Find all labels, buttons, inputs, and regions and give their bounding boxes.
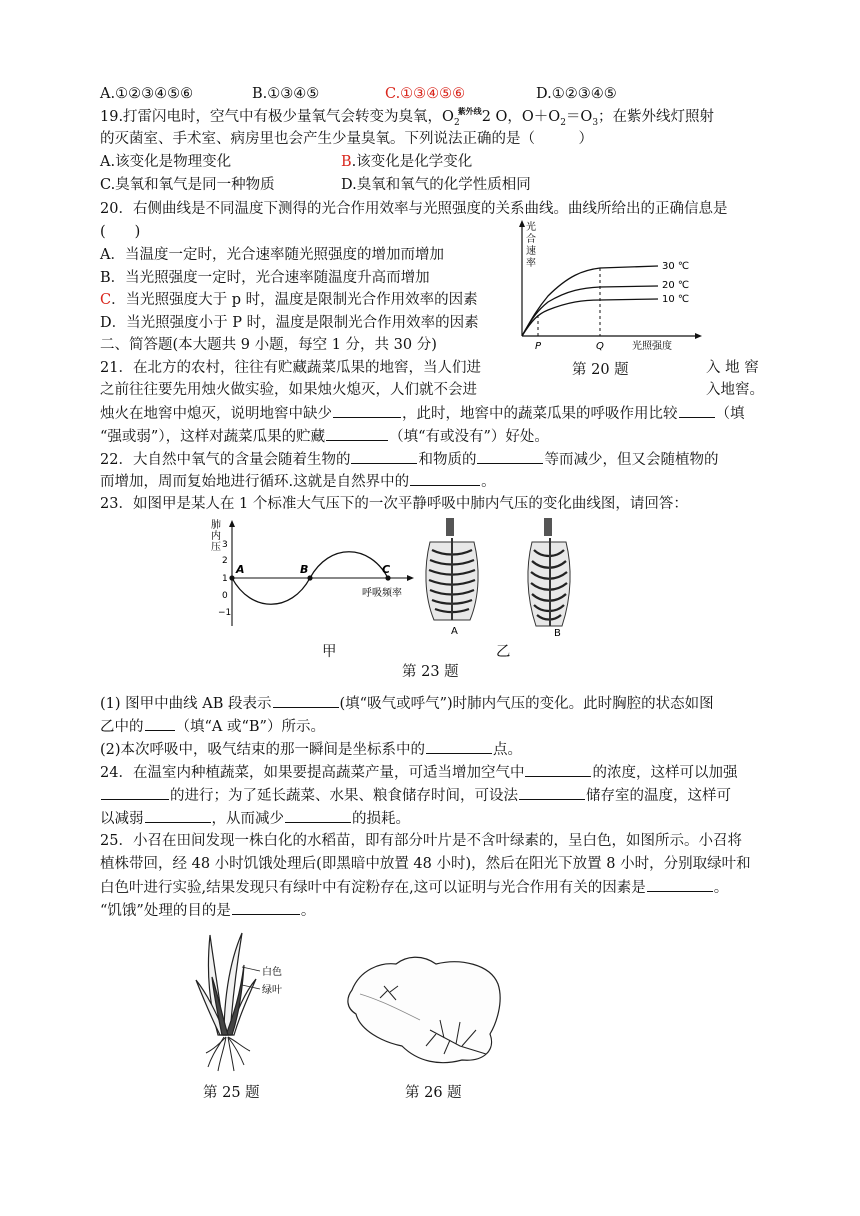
- q24-line3: [100, 808, 410, 829]
- fig20-q-label: Q: [596, 341, 604, 352]
- fig23-ytick-3: 3: [222, 540, 228, 550]
- q24-line3-b: ，从而减少: [211, 811, 284, 827]
- q25-line3: [100, 877, 728, 898]
- q22-line2-b: 。: [481, 474, 496, 490]
- fig20-chart: [508, 218, 708, 356]
- fig23-point-b: [307, 575, 312, 580]
- fig20-ylabel-2: 合: [526, 234, 536, 245]
- fig25-label-green: 绿叶: [262, 985, 282, 996]
- q23-sub1-line2: [100, 716, 325, 737]
- fig20-curve-30c: [522, 266, 658, 336]
- fig25-label-white: 白色: [262, 967, 282, 978]
- q25-line1: 25．小召在田间发现一株白化的水稻苗，即有部分叶片是不含叶绿素的，呈白色，如图所示。小召将: [100, 833, 742, 849]
- fig23-point-c: [385, 575, 390, 580]
- q25-blank-2[interactable]: [232, 900, 300, 915]
- fig20-curve-10c: [522, 299, 658, 336]
- fig23-label-a: A: [236, 563, 245, 576]
- q25-line3-b: 。: [713, 880, 729, 896]
- q24-line2-a: 的进行；为了延长蔬菜、水果、粮食储存时间，可设法: [170, 788, 518, 804]
- q24-line1-a: 24．在温室内种植蔬菜，如果要提高蔬菜产量，可适当增加空气中: [100, 765, 525, 781]
- q24-line3-c: 的损耗。: [352, 811, 410, 827]
- q25-line4: [100, 900, 315, 921]
- q23-sub1-line1: [100, 693, 714, 714]
- fig25-caption: 第 25 题: [203, 1085, 260, 1101]
- fig26-leaf: [340, 950, 510, 1072]
- fig20-p-label: P: [535, 341, 542, 352]
- fig23-ylabel-3: 压: [211, 542, 221, 553]
- fig23-label-c: C: [382, 563, 391, 576]
- q22-blank-3[interactable]: [410, 471, 480, 486]
- fig26-caption: 第 26 题: [405, 1085, 462, 1101]
- fig23-ytick-neg1: −1: [218, 608, 232, 618]
- fig23-ylabel-1: 肺: [211, 520, 221, 531]
- q21-line4-a: “强或弱”），这样对蔬菜瓜果的贮藏: [100, 429, 326, 445]
- q22-blank-1[interactable]: [351, 449, 417, 464]
- q22-line1-a: 22．大自然中氧气的含量会随着生物的: [100, 452, 351, 468]
- q18-option-d[interactable]: D.①②③④⑤: [536, 86, 617, 102]
- fig23-ytick-0: 0: [222, 591, 228, 601]
- q23-s1-a: (1) 图甲中曲线 AB 段表示: [100, 696, 272, 712]
- fig23-y-arrow: [229, 520, 235, 527]
- q24-blank-3[interactable]: [519, 785, 585, 800]
- q21-blank-3[interactable]: [326, 426, 388, 441]
- q19-sub-b: 2: [560, 117, 566, 128]
- fig20-ylabel-3: 速: [526, 246, 536, 257]
- q21-blank-1[interactable]: [333, 403, 401, 418]
- fig20-ylabel-4: 率: [526, 258, 536, 269]
- q19-option-c[interactable]: C.臭氧和氧气是同一种物质: [100, 177, 275, 193]
- fig20-curve-20c: [522, 286, 658, 336]
- q19-sub-3: 3: [592, 117, 599, 128]
- q24-blank-2[interactable]: [101, 785, 169, 800]
- q23-blank-1[interactable]: [273, 693, 339, 708]
- thorax-b-label: B: [554, 628, 561, 639]
- q19-sub: 2: [453, 117, 460, 128]
- thorax-a: [426, 518, 478, 637]
- q19-text-a: 19.打雷闪电时，空气中有极少量氧气会转变为臭氧，O: [100, 109, 454, 125]
- q18-option-b[interactable]: B.①③④⑤: [252, 86, 320, 102]
- q24-line2: [100, 785, 731, 806]
- thorax-a-label: A: [451, 626, 458, 637]
- fig23-ytick-2: 2: [222, 556, 228, 566]
- fig23-label-b: B: [300, 563, 309, 576]
- fig23-label-jia: 甲: [322, 644, 337, 660]
- fig23-x-arrow: [407, 575, 414, 581]
- q22-blank-2[interactable]: [477, 449, 543, 464]
- fig20-y-arrow: [519, 220, 525, 227]
- q21-line3: [100, 403, 745, 424]
- q23-blank-2[interactable]: [145, 716, 175, 731]
- q19-text-c: ＝O: [565, 109, 593, 125]
- fig23-ylabel-2: 内: [211, 531, 221, 542]
- q18-option-a[interactable]: A.①②③④⑤⑥: [100, 86, 194, 102]
- q25-line2: 植株带回，经 48 小时饥饿处理后(即黑暗中放置 48 小时)，然后在阳光下放置 8 小时，分别取绿叶和: [100, 856, 751, 872]
- q21-line2: 之前往往要先用烛火做实验，如果烛火熄灭，人们就不会进: [100, 382, 477, 398]
- q21-line3-c: （填: [715, 406, 745, 422]
- q24-blank-5[interactable]: [285, 808, 351, 823]
- q24-blank-1[interactable]: [525, 762, 591, 777]
- fig20-label-30c: 30 ℃: [662, 261, 690, 272]
- q24-line1: [100, 762, 737, 783]
- q24-line3-a: 以减弱: [100, 811, 144, 827]
- q20-option-c[interactable]: [100, 290, 478, 310]
- q20-option-b[interactable]: B．当光照强度一定时，光合速率随温度升高而增加: [100, 270, 430, 286]
- q23-blank-3[interactable]: [426, 739, 492, 754]
- q24-line1-b: 的浓度，这样可以加强: [592, 765, 738, 781]
- q25-line4-b: 。: [300, 903, 316, 919]
- q25-line4-a: “饥饿”处理的目的是: [100, 903, 231, 919]
- q23-s2-b: 点。: [493, 742, 523, 758]
- q19-stem-line2: 的灭菌室、手术室、病房里也会产生少量臭氧。下列说法正确的是（ ）: [100, 131, 593, 147]
- fig20-x-arrow: [695, 333, 702, 339]
- q23-s2-a: (2)本次呼吸中，吸气结束的那一瞬间是坐标系中的: [100, 742, 426, 758]
- fig23-xlabel: 呼吸频率: [362, 588, 402, 599]
- fig25-rice-plant: [180, 925, 300, 1075]
- q19-text-d: ；在紫外线灯照射: [598, 109, 715, 125]
- q22-line1-b: 和物质的: [418, 452, 477, 468]
- q21-line4-b: （填“有或没有”）好处。: [389, 429, 549, 445]
- thorax-b: [528, 518, 570, 639]
- fig23-caption: 第 23 题: [402, 664, 459, 680]
- fig23-thorax-figure: [420, 516, 590, 640]
- q19-option-b-text: .该变化是化学变化: [351, 154, 473, 170]
- q19-option-a[interactable]: A.该变化是物理变化: [100, 154, 232, 170]
- q22-line1-c: 等而减少，但又会随植物的: [544, 452, 719, 468]
- q21-line2-tail: 入地窖。: [706, 382, 764, 398]
- q20-option-c-text: ．当光照强度大于 p 时，温度是限制光合作用效率的因素: [111, 292, 478, 308]
- q22-line2-a: 而增加，周而复始地进行循环.这就是自然界中的: [100, 474, 410, 490]
- q22-line1: [100, 449, 718, 470]
- fig20-ylabel-1: 光: [526, 222, 536, 233]
- q24-line2-b: 储存室的温度，这样可: [586, 788, 731, 804]
- q21-line4: [100, 426, 549, 447]
- q21-line1: 21．在北方的农村，往往有贮藏蔬菜瓜果的地窖，当人们进: [100, 360, 481, 376]
- fig20-caption: 第 20 题: [572, 362, 629, 378]
- q23-s1-b: (填“吸气或呼气”)时肺内气压的变化。此时胸腔的状态如图: [339, 696, 714, 712]
- q24-blank-4[interactable]: [145, 808, 211, 823]
- section2-title: 二、简答题(本大题共 9 小题，每空 1 分，共 30 分): [100, 337, 437, 353]
- q23-sub2: [100, 739, 522, 760]
- q21-line3-b: ，此时，地窖中的蔬菜瓜果的呼吸作用比较: [402, 406, 678, 422]
- q25-blank-1[interactable]: [647, 877, 713, 892]
- fig26-leaf-outline: [348, 957, 500, 1062]
- q21-line1-tail: 入 地 窖: [706, 360, 759, 376]
- q19-uv-label: 紫外线: [457, 106, 482, 116]
- fig20-label-10c: 10 ℃: [662, 294, 690, 305]
- q19-option-d[interactable]: D.臭氧和氧气的化学性质相同: [341, 177, 531, 193]
- q19-option-b[interactable]: B.该变化是化学变化: [341, 154, 473, 170]
- fig20-xlabel: 光照强度: [632, 341, 672, 352]
- q25-line3-a: 白色叶进行实验,结果发现只有绿叶中有淀粉存在,这可以证明与光合作用有关的因素是: [100, 880, 646, 896]
- q23-s1-c: 乙中的: [100, 719, 144, 735]
- q20-option-d[interactable]: D．当光照强度小于 P 时，温度是限制光合作用效率的因素: [100, 315, 479, 331]
- fig23-point-a: [229, 575, 234, 580]
- fig23-label-yi: 乙: [496, 644, 511, 660]
- fig23-pressure-chart: [196, 518, 420, 630]
- q20-option-c-letter: C: [100, 292, 112, 308]
- q18-option-c[interactable]: C.①③④⑤⑥: [385, 86, 466, 102]
- q21-blank-2[interactable]: [679, 403, 715, 418]
- q20-stem: 20．右侧曲线是不同温度下测得的光合作用效率与光照强度的关系曲线。曲线所给出的正确信息是: [100, 201, 728, 217]
- q20-option-a[interactable]: A．当温度一定时，光合速率随光照强度的增加而增加: [100, 247, 444, 263]
- q21-line3-a: 烛火在地窖中熄灭，说明地窖中缺少: [100, 406, 332, 422]
- q20-paren: ( ): [100, 224, 141, 240]
- q23-s1-d: （填“A 或“B”）所示。: [175, 719, 325, 735]
- fig23-ytick-1: 1: [222, 574, 228, 584]
- q19-text-b: 2 O，O＋O: [481, 109, 561, 125]
- q22-line2: [100, 471, 496, 492]
- q23-stem: 23．如图甲是某人在 1 个标准大气压下的一次平静呼吸中肺内气压的变化曲线图，请回答：: [100, 496, 688, 512]
- fig20-label-20c: 20 ℃: [662, 280, 690, 291]
